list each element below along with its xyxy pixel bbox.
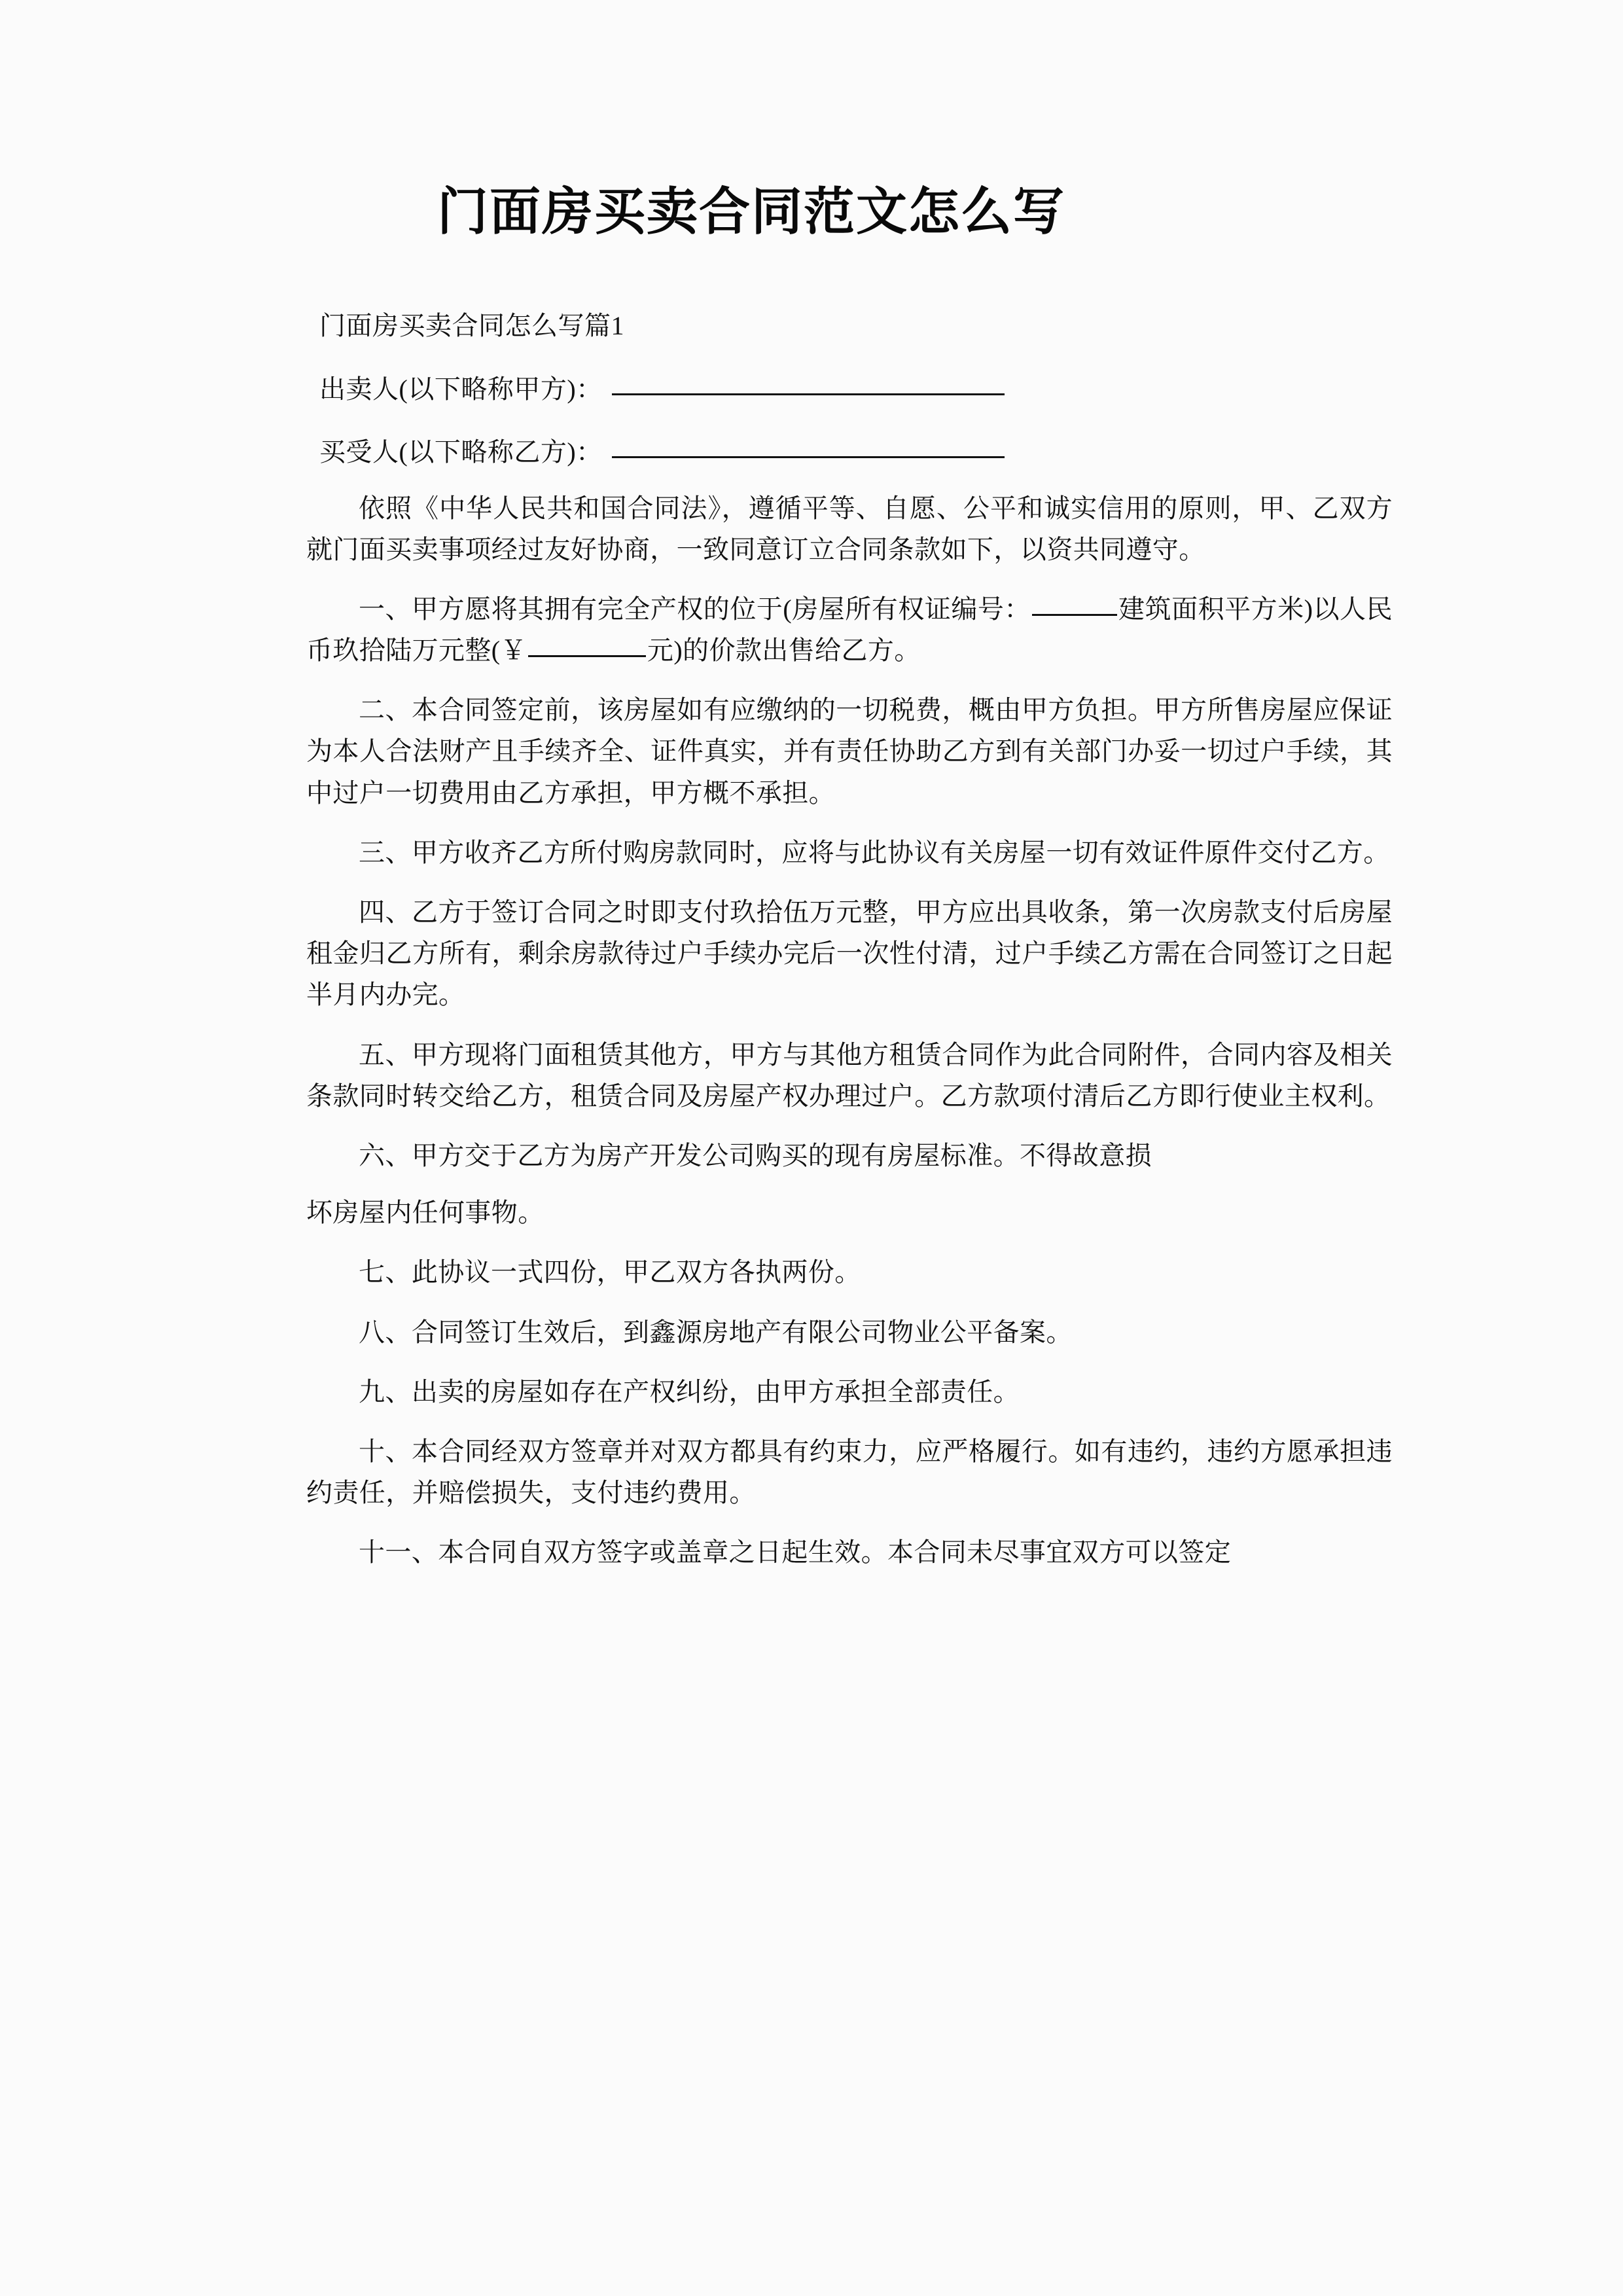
clause-8-text: 合同签订生效后，到鑫源房地产有限公司物业公平备案。 — [411, 1317, 1073, 1347]
clause-1-text-part-3: 元)的价款出售给乙方。 — [647, 636, 921, 666]
clause-3 — [306, 814, 1393, 873]
clause-1 — [306, 570, 1393, 671]
clause-1-number: 一、 — [359, 594, 412, 624]
clause-9-text: 出卖的房屋如存在产权纠纷，由甲方承担全部责任。 — [411, 1376, 1020, 1407]
clause-7-number: 七、 — [359, 1257, 412, 1287]
clause-3-number: 三、 — [359, 837, 412, 867]
clause-11 — [306, 1513, 1393, 1573]
clause-9-number: 九、 — [359, 1376, 412, 1407]
clause-7-text: 此协议一式四份，甲乙双方各执两份。 — [411, 1257, 861, 1287]
clause-10-number: 十、 — [359, 1436, 412, 1466]
clause-5-number: 五、 — [359, 1039, 412, 1069]
clause-2-number: 二、 — [359, 695, 412, 725]
clause-5-text: 甲方现将门面租赁其他方，甲方与其他方租赁合同作为此合同附件，合同内容及相关条款同时转交给乙方，租赁合同及房屋产权办理过户。乙方款项付清后乙方即行使业主权利。 — [306, 1039, 1393, 1111]
clause-11-text: 本合同自双方签字或盖章之日起生效。本合同未尽事宜双方可以签定 — [438, 1537, 1232, 1568]
buyer-label: 买受人(以下略称乙方)： — [319, 437, 603, 467]
clause-2-text: 本合同签定前，该房屋如有应缴纳的一切税费，概由甲方负担。甲方所售房屋应保证为本人合法财产且手续齐全、证件真实，并有责任协助乙方到有关部门办妥一切过户手续，其中过户一切费用由乙方承担，甲方概不承担。 — [306, 695, 1393, 808]
preamble-paragraph: 依照《中华人民共和国合同法》，遵循平等、自愿、公平和诚实信用的原则，甲、乙双方就门面买卖事项经过友好协商，一致同意订立合同条款如下，以资共同遵守。 — [306, 493, 1393, 564]
clause-1-text-part-2: 建筑面积平方米)以人民币玖拾陆万元整(￥ — [306, 594, 1393, 666]
clause-9 — [306, 1353, 1393, 1412]
seller-blank-field[interactable] — [612, 393, 1005, 395]
clause-10-text: 本合同经双方签章并对双方都具有约束力，应严格履行。如有违约，违约方愿承担违约责任，并赔偿损失，支付违约费用。 — [306, 1436, 1393, 1508]
clause-2 — [306, 671, 1393, 814]
clause-6-continuation: 坏房屋内任何事物。 — [306, 1198, 544, 1228]
clause-1-blank-cert-number[interactable] — [1032, 614, 1117, 616]
party-line-seller — [306, 344, 1393, 406]
clause-1-blank-price[interactable] — [528, 655, 646, 657]
clause-11-number: 十一、 — [359, 1537, 438, 1568]
seller-label: 出卖人(以下略称甲方)： — [319, 374, 603, 404]
clause-7 — [306, 1233, 1393, 1293]
buyer-blank-field[interactable] — [612, 456, 1005, 458]
clause-5 — [306, 1016, 1393, 1117]
clause-6-number: 六、 — [359, 1140, 412, 1170]
clause-4-text: 乙方于签订合同之时即支付玖拾伍万元整，甲方应出具收条，第一次房款支付后房屋租金归乙方所有，剩余房款待过户手续办完后一次性付清，过户手续乙方需在合同签订之日起半月内办完。 — [306, 897, 1393, 1010]
clause-1-text-part-1: 甲方愿将其拥有完全产权的位于(房屋所有权证编号： — [412, 594, 1031, 624]
clause-8 — [306, 1293, 1393, 1353]
clause-6-text: 甲方交于乙方为房产开发公司购买的现有房屋标准。不得故意损 — [411, 1140, 1152, 1170]
clause-6 — [306, 1117, 1393, 1176]
section-subheading: 门面房买卖合同怎么写篇1 — [319, 310, 624, 340]
clause-4-number: 四、 — [359, 897, 412, 927]
party-line-buyer — [306, 406, 1393, 469]
page-title: 门面房买卖合同范文怎么写 — [437, 183, 1066, 240]
clause-10 — [306, 1412, 1393, 1513]
document-content — [306, 0, 1393, 1573]
clause-3-text: 甲方收齐乙方所付购房款同时，应将与此协议有关房屋一切有效证件原件交付乙方。 — [411, 837, 1390, 867]
clause-8-number: 八、 — [359, 1317, 412, 1347]
clause-4 — [306, 873, 1393, 1016]
